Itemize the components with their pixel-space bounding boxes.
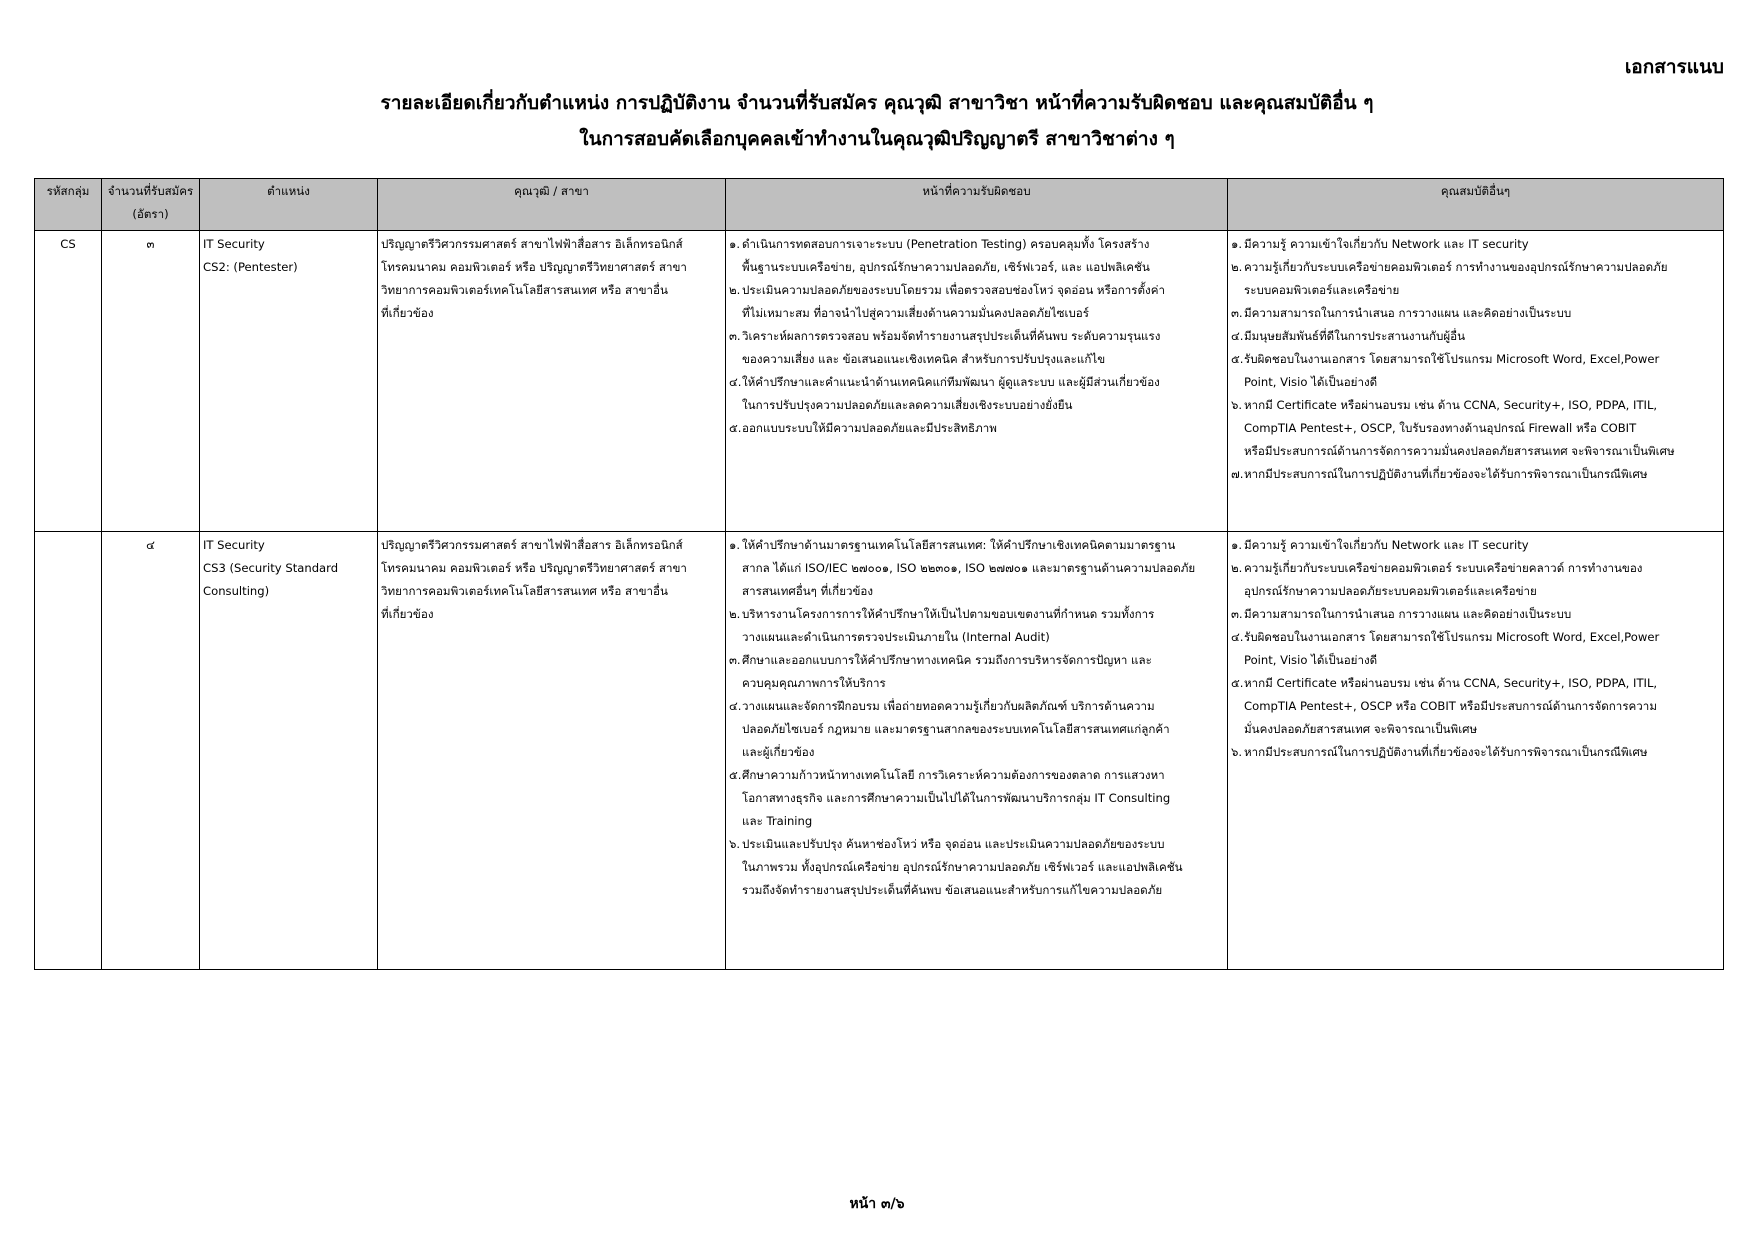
list-text-line: และ Training	[742, 814, 813, 828]
qualification-line: ที่เกี่ยวข้อง	[381, 607, 434, 621]
list-text-line: โอกาสทางธุรกิจ และการศึกษาความเป็นไปได้ในการพัฒนาบริการกลุ่ม IT Consulting	[742, 791, 1171, 805]
qualification-item	[1231, 603, 1720, 626]
duty-item	[729, 833, 1224, 902]
qualification-item-list	[1231, 534, 1720, 764]
list-number: ๓.	[729, 653, 741, 667]
header-group-code: รหัสกลุ่ม	[35, 179, 102, 231]
duty-item	[729, 534, 1224, 603]
list-text-line: หากมีประสบการณ์ในการปฏิบัติงานที่เกี่ยวข้องจะได้รับการพิจารณาเป็นกรณีพิเศษ	[1244, 467, 1648, 481]
qualification-item-list	[1231, 233, 1720, 486]
cell-position	[200, 532, 378, 970]
list-number: ๑.	[729, 538, 741, 552]
qualification-line: โทรคมนาคม คอมพิวเตอร์ หรือ ปริญญาตรีวิทยาศาสตร์ สาขา	[381, 561, 687, 575]
list-text-line: รับผิดชอบในงานเอกสาร โดยสามารถใช้โปรแกรม Microsoft Word, Excel,Power	[1244, 630, 1660, 644]
list-text-line: อุปกรณ์รักษาความปลอดภัยระบบคอมพิวเตอร์และเครือข่าย	[1244, 584, 1537, 598]
list-text-line: พื้นฐานระบบเครือข่าย, อุปกรณ์รักษาความปลอดภัย, เซิร์ฟเวอร์, และ แอปพลิเคชัน	[742, 260, 1150, 274]
positions-table	[34, 178, 1724, 970]
position-line: CS3 (Security Standard	[203, 561, 339, 575]
list-number: ๔.	[729, 375, 742, 389]
duty-item	[729, 695, 1224, 764]
cell-qualification	[378, 231, 726, 532]
list-text-line: หรือมีประสบการณ์ด้านการจัดการความมั่นคงปลอดภัยสารสนเทศ จะพิจารณาเป็นพิเศษ	[1244, 444, 1675, 458]
qualification-line: ปริญญาตรีวิศวกรรมศาสตร์ สาขาไฟฟ้าสื่อสาร อิเล็กทรอนิกส์	[381, 538, 683, 552]
list-text-line: Point, Visio ได้เป็นอย่างดี	[1244, 375, 1378, 389]
qualification-line: ปริญญาตรีวิศวกรรมศาสตร์ สาขาไฟฟ้าสื่อสาร อิเล็กทรอนิกส์	[381, 237, 683, 251]
duty-item-list	[729, 534, 1224, 902]
list-number: ๔.	[1231, 630, 1244, 644]
list-text-line: ของความเสี่ยง และ ข้อเสนอแนะเชิงเทคนิค สำหรับการปรับปรุงและแก้ไข	[742, 352, 1106, 366]
list-text-line: และผู้เกี่ยวข้อง	[742, 745, 815, 759]
list-text-line: ดำเนินการทดสอบการเจาะระบบ (Penetration Testing) ครอบคลุมทั้ง โครงสร้าง	[742, 237, 1150, 251]
list-number: ๗.	[1231, 467, 1244, 481]
list-text-line: ศึกษาและออกแบบการให้คำปรึกษาทางเทคนิค รวมถึงการบริหารจัดการปัญหา และ	[742, 653, 1152, 667]
page-number: หน้า ๓/๖	[849, 1196, 905, 1212]
list-number: ๓.	[1231, 607, 1243, 621]
qualification-item	[1231, 233, 1720, 256]
list-text-line: มีมนุษยสัมพันธ์ที่ดีในการประสานงานกับผู้อื่น	[1244, 329, 1466, 343]
list-text-line: ศึกษาความก้าวหน้าทางเทคโนโลยี การวิเคราะห์ความต้องการของตลาด การแสวงหา	[742, 768, 1165, 782]
list-text-line: มีความรู้ ความเข้าใจเกี่ยวกับ Network และ IT security	[1244, 237, 1529, 251]
attachment-label: เอกสารแนบ	[1624, 56, 1724, 78]
list-text-line: วางแผนและจัดการฝึกอบรม เพื่อถ่ายทอดความรู้เกี่ยวกับผลิตภัณฑ์ บริการด้านความ	[742, 699, 1155, 713]
qualification-line: โทรคมนาคม คอมพิวเตอร์ หรือ ปริญญาตรีวิทยาศาสตร์ สาขา	[381, 260, 687, 274]
duty-item	[729, 649, 1224, 695]
position-line: CS2: (Pentester)	[203, 260, 298, 274]
list-number: ๔.	[729, 699, 742, 713]
list-text-line: วิเคราะห์ผลการตรวจสอบ พร้อมจัดทำรายงานสรุปประเด็นที่ค้นพบ ระดับความรุนแรง	[742, 329, 1161, 343]
qualification-item	[1231, 534, 1720, 557]
duty-item	[729, 417, 1224, 440]
qualification-item	[1231, 394, 1720, 463]
qualification-item	[1231, 302, 1720, 325]
list-number: ๕.	[1231, 676, 1244, 690]
qualification-line: ที่เกี่ยวข้อง	[381, 306, 434, 320]
list-text-line: Point, Visio ได้เป็นอย่างดี	[1244, 653, 1378, 667]
list-text-line: บริหารงานโครงการการให้คำปรึกษาให้เป็นไปตามขอบเขตงานที่กำหนด รวมทั้งการ	[742, 607, 1155, 621]
document-title-line1: รายละเอียดเกี่ยวกับตำแหน่ง การปฏิบัติงาน จำนวนที่รับสมัคร คุณวุฒิ สาขาวิชา หน้าที่ความรับผิดชอบ และคุณสมบัติอื่น ๆ	[380, 92, 1374, 114]
list-text-line: ที่ไม่เหมาะสม ที่อาจนำไปสู่ความเสี่ยงด้านความมั่นคงปลอดภัยไซเบอร์	[742, 306, 1089, 320]
list-number: ๖.	[729, 837, 741, 851]
qualification-line: วิทยาการคอมพิวเตอร์เทคโนโลยีสารสนเทศ หรือ สาขาอื่น	[381, 283, 668, 297]
list-text-line: มีความสามารถในการนำเสนอ การวางแผน และคิดอย่างเป็นระบบ	[1244, 306, 1572, 320]
list-text-line: สารสนเทศอื่นๆ ที่เกี่ยวข้อง	[742, 584, 874, 598]
list-text-line: ระบบคอมพิวเตอร์และเครือข่าย	[1244, 283, 1400, 297]
duty-item	[729, 764, 1224, 833]
list-number: ๒.	[1231, 561, 1243, 575]
qualification-item	[1231, 672, 1720, 741]
cell-openings: ๓	[102, 231, 200, 532]
list-text-line: มีความสามารถในการนำเสนอ การวางแผน และคิดอย่างเป็นระบบ	[1244, 607, 1572, 621]
list-text-line: ประเมินความปลอดภัยของระบบโดยรวม เพื่อตรวจสอบช่องโหว่ จุดอ่อน หรือการตั้งค่า	[742, 283, 1165, 297]
position-line: Consulting)	[203, 584, 270, 598]
cell-group-code: CS	[35, 231, 102, 532]
list-text-line: CompTIA Pentest+, OSCP หรือ COBIT หรือมีประสบการณ์ด้านการจัดการความ	[1244, 699, 1657, 713]
header-qualification: คุณวุฒิ / สาขา	[378, 179, 726, 231]
qualification-item	[1231, 325, 1720, 348]
list-text-line: ความรู้เกี่ยวกับระบบเครือข่ายคอมพิวเตอร์ การทำงานของอุปกรณ์รักษาความปลอดภัย	[1244, 260, 1668, 274]
table-row	[35, 532, 1724, 970]
cell-duties	[726, 231, 1228, 532]
header-openings-line2: (อัตรา)	[132, 207, 169, 221]
list-text-line: มีความรู้ ความเข้าใจเกี่ยวกับ Network และ IT security	[1244, 538, 1529, 552]
list-text-line: รับผิดชอบในงานเอกสาร โดยสามารถใช้โปรแกรม Microsoft Word, Excel,Power	[1244, 352, 1660, 366]
list-text-line: มั่นคงปลอดภัยสารสนเทศ จะพิจารณาเป็นพิเศษ	[1244, 722, 1478, 736]
list-number: ๕.	[729, 421, 742, 435]
qualification-item	[1231, 741, 1720, 764]
list-number: ๓.	[729, 329, 741, 343]
cell-group-code	[35, 532, 102, 970]
list-number: ๑.	[729, 237, 741, 251]
list-text-line: ปลอดภัยไซเบอร์ กฎหมาย และมาตรฐานสากลของระบบเทคโนโลยีสารสนเทศแก่ลูกค้า	[742, 722, 1170, 736]
list-text-line: ให้คำปรึกษาด้านมาตรฐานเทคโนโลยีสารสนเทศ: ให้คำปรึกษาเชิงเทคนิคตามมาตรฐาน	[742, 538, 1176, 552]
list-text-line: ประเมินและปรับปรุง ค้นหาช่องโหว่ หรือ จุดอ่อน และประเมินความปลอดภัยของระบบ	[742, 837, 1165, 851]
list-number: ๕.	[1231, 352, 1244, 366]
qualification-item	[1231, 256, 1720, 302]
list-number: ๒.	[729, 283, 741, 297]
duty-item-list	[729, 233, 1224, 440]
list-text-line: ในภาพรวม ทั้งอุปกรณ์เครือข่าย อุปกรณ์รักษาความปลอดภัย เซิร์ฟเวอร์ และแอปพลิเคชัน	[742, 860, 1183, 874]
duty-item	[729, 371, 1224, 417]
list-text-line: ให้คำปรึกษาและคำแนะนำด้านเทคนิคแก่ทีมพัฒนา ผู้ดูแลระบบ และผู้มีส่วนเกี่ยวข้อง	[742, 375, 1160, 389]
list-number: ๖.	[1231, 745, 1243, 759]
header-openings-line1: จำนวนที่รับสมัคร	[107, 184, 194, 198]
list-number: ๕.	[729, 768, 742, 782]
position-line: IT Security	[203, 237, 265, 251]
cell-qualification	[378, 532, 726, 970]
table-header-row	[35, 179, 1724, 231]
cell-position	[200, 231, 378, 532]
list-text-line: ออกแบบระบบให้มีความปลอดภัยและมีประสิทธิภาพ	[742, 421, 997, 435]
qualification-item	[1231, 557, 1720, 603]
qualification-item	[1231, 463, 1720, 486]
qualification-line: วิทยาการคอมพิวเตอร์เทคโนโลยีสารสนเทศ หรือ สาขาอื่น	[381, 584, 668, 598]
duty-item	[729, 279, 1224, 325]
cell-other-qualifications	[1228, 231, 1724, 532]
list-text-line: ควบคุมคุณภาพการให้บริการ	[742, 676, 886, 690]
cell-other-qualifications	[1228, 532, 1724, 970]
list-text-line: วางแผนและดำเนินการตรวจประเมินภายใน (Internal Audit)	[742, 630, 1050, 644]
list-number: ๒.	[1231, 260, 1243, 274]
qualification-item	[1231, 348, 1720, 394]
list-text-line: รวมถึงจัดทำรายงานสรุปประเด็นที่ค้นพบ ข้อเสนอแนะสำหรับการแก้ไขความปลอดภัย	[742, 883, 1163, 897]
document-title-line2: ในการสอบคัดเลือกบุคคลเข้าทำงานในคุณวุฒิปริญญาตรี สาขาวิชาต่าง ๆ	[579, 128, 1175, 150]
duty-item	[729, 325, 1224, 371]
list-number: ๒.	[729, 607, 741, 621]
list-number: ๑.	[1231, 237, 1243, 251]
cell-duties	[726, 532, 1228, 970]
table-row	[35, 231, 1724, 532]
header-position: ตำแหน่ง	[200, 179, 378, 231]
list-text-line: หากมีประสบการณ์ในการปฏิบัติงานที่เกี่ยวข้องจะได้รับการพิจารณาเป็นกรณีพิเศษ	[1244, 745, 1648, 759]
qualification-item	[1231, 626, 1720, 672]
header-duties: หน้าที่ความรับผิดชอบ	[726, 179, 1228, 231]
list-text-line: ในการปรับปรุงความปลอดภัยและลดความเสี่ยงเชิงระบบอย่างยั่งยืน	[742, 398, 1073, 412]
list-number: ๖.	[1231, 398, 1243, 412]
header-openings	[102, 179, 200, 231]
duty-item	[729, 603, 1224, 649]
list-text-line: หากมี Certificate หรือผ่านอบรม เช่น ด้าน CCNA, Security+, ISO, PDPA, ITIL,	[1244, 398, 1658, 412]
list-text-line: สากล ได้แก่ ISO/IEC ๒๗๐๐๑, ISO ๒๒๓๐๑, ISO ๒๗๗๐๑ และมาตรฐานด้านความปลอดภัย	[742, 561, 1196, 575]
list-number: ๔.	[1231, 329, 1244, 343]
list-number: ๑.	[1231, 538, 1243, 552]
position-line: IT Security	[203, 538, 265, 552]
list-text-line: CompTIA Pentest+, OSCP, ใบรับรองทางด้านอุปกรณ์ Firewall หรือ COBIT	[1244, 421, 1637, 435]
header-other-qualifications: คุณสมบัติอื่นๆ	[1228, 179, 1724, 231]
cell-openings: ๔	[102, 532, 200, 970]
list-number: ๓.	[1231, 306, 1243, 320]
list-text-line: ความรู้เกี่ยวกับระบบเครือข่ายคอมพิวเตอร์ ระบบเครือข่ายคลาวด์ การทำงานของ	[1244, 561, 1643, 575]
list-text-line: หากมี Certificate หรือผ่านอบรม เช่น ด้าน CCNA, Security+, ISO, PDPA, ITIL,	[1244, 676, 1658, 690]
duty-item	[729, 233, 1224, 279]
